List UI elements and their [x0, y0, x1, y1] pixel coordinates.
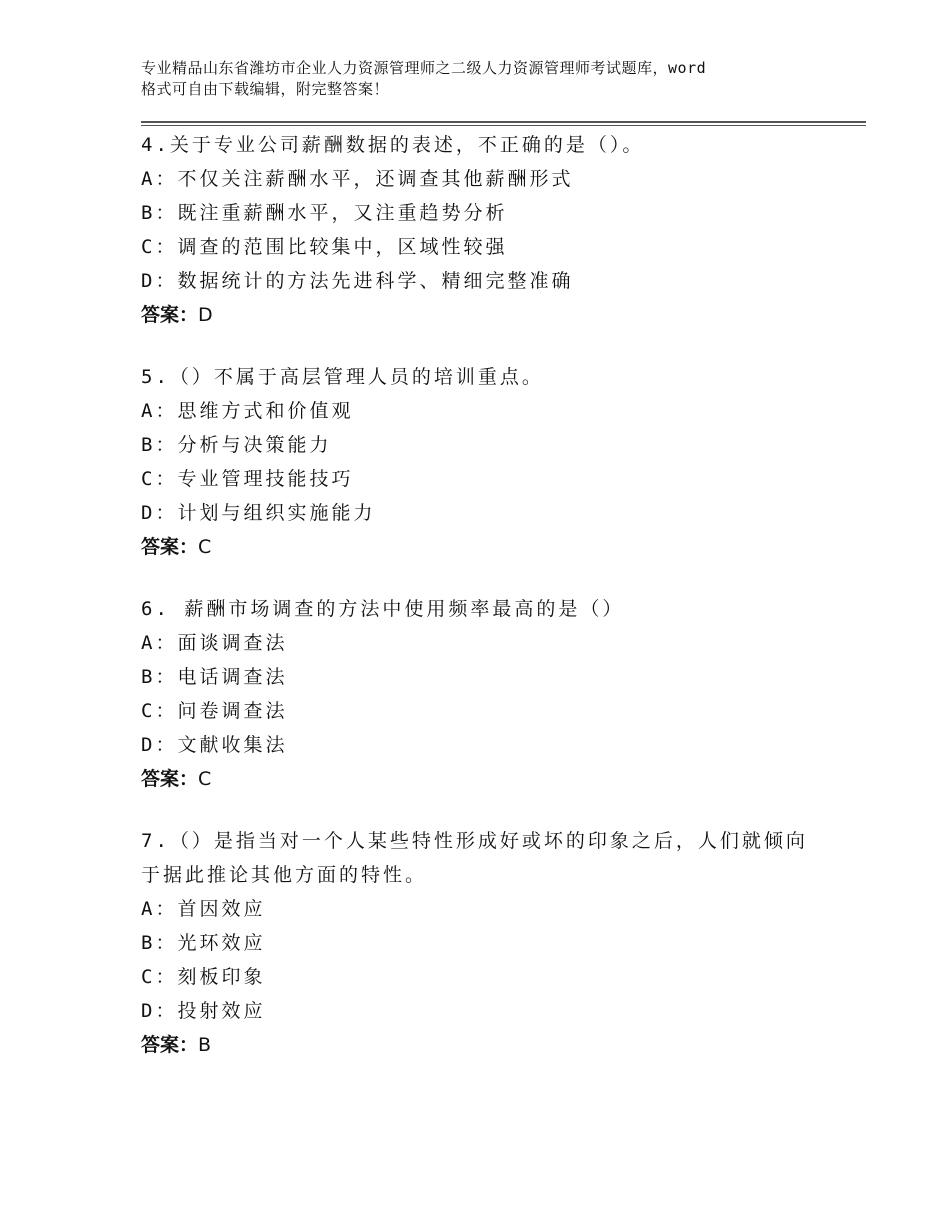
- option-b: B：光环效应: [141, 932, 266, 954]
- header-line-2: 格式可自由下载编辑，附完整答案！: [141, 80, 390, 98]
- option-c: C：专业管理技能技巧: [141, 468, 354, 490]
- option-c: C：问卷调查法: [141, 700, 288, 722]
- answer-line: [141, 530, 841, 564]
- document-header: [141, 58, 841, 100]
- header-divider-thick: [141, 121, 866, 123]
- answer-label: 答案：: [141, 536, 199, 558]
- option-c: C：刻板印象: [141, 966, 266, 988]
- question-list: [141, 128, 841, 1090]
- option-d: D：数据统计的方法先进科学、精细完整准确: [141, 270, 574, 292]
- option-d: D：投射效应: [141, 1000, 266, 1022]
- option-c: C：调查的范围比较集中，区域性较强: [141, 236, 508, 258]
- option-a: A：首因效应: [141, 898, 266, 920]
- option-d: D：计划与组织实施能力: [141, 502, 376, 524]
- answer-value: B: [198, 1034, 212, 1056]
- answer-label: 答案：: [141, 304, 199, 326]
- option-a: A：面谈调查法: [141, 632, 288, 654]
- header-divider-thin: [141, 125, 866, 126]
- answer-value: C: [198, 768, 212, 790]
- option-d: D：文献收集法: [141, 734, 288, 756]
- question-text: 7.（）是指当对一个人某些特性形成好或坏的印象之后，人们就倾向于据此推论其他方面的特性。: [141, 830, 808, 886]
- question-text: 6. 薪酬市场调查的方法中使用频率最高的是（）: [141, 598, 625, 620]
- answer-line: [141, 1028, 841, 1062]
- question-text: 5.（）不属于高层管理人员的培训重点。: [141, 366, 544, 388]
- option-b: B：电话调查法: [141, 666, 288, 688]
- option-b: B：既注重薪酬水平，又注重趋势分析: [141, 202, 508, 224]
- answer-value: D: [198, 304, 213, 326]
- answer-label: 答案：: [141, 768, 199, 790]
- question-text: 4.关于专业公司薪酬数据的表述，不正确的是（）。: [141, 134, 645, 156]
- answer-value: C: [198, 536, 212, 558]
- answer-line: [141, 298, 841, 332]
- option-a: A：不仅关注薪酬水平，还调查其他薪酬形式: [141, 168, 574, 190]
- question-6: [141, 592, 841, 796]
- header-line-1: 专业精品山东省潍坊市企业人力资源管理师之二级人力资源管理师考试题库，word: [141, 59, 707, 77]
- question-4: [141, 128, 841, 332]
- question-5: [141, 360, 841, 564]
- option-b: B：分析与决策能力: [141, 434, 332, 456]
- answer-line: [141, 762, 841, 796]
- option-a: A：思维方式和价值观: [141, 400, 354, 422]
- question-7: [141, 824, 841, 1062]
- answer-label: 答案：: [141, 1034, 199, 1056]
